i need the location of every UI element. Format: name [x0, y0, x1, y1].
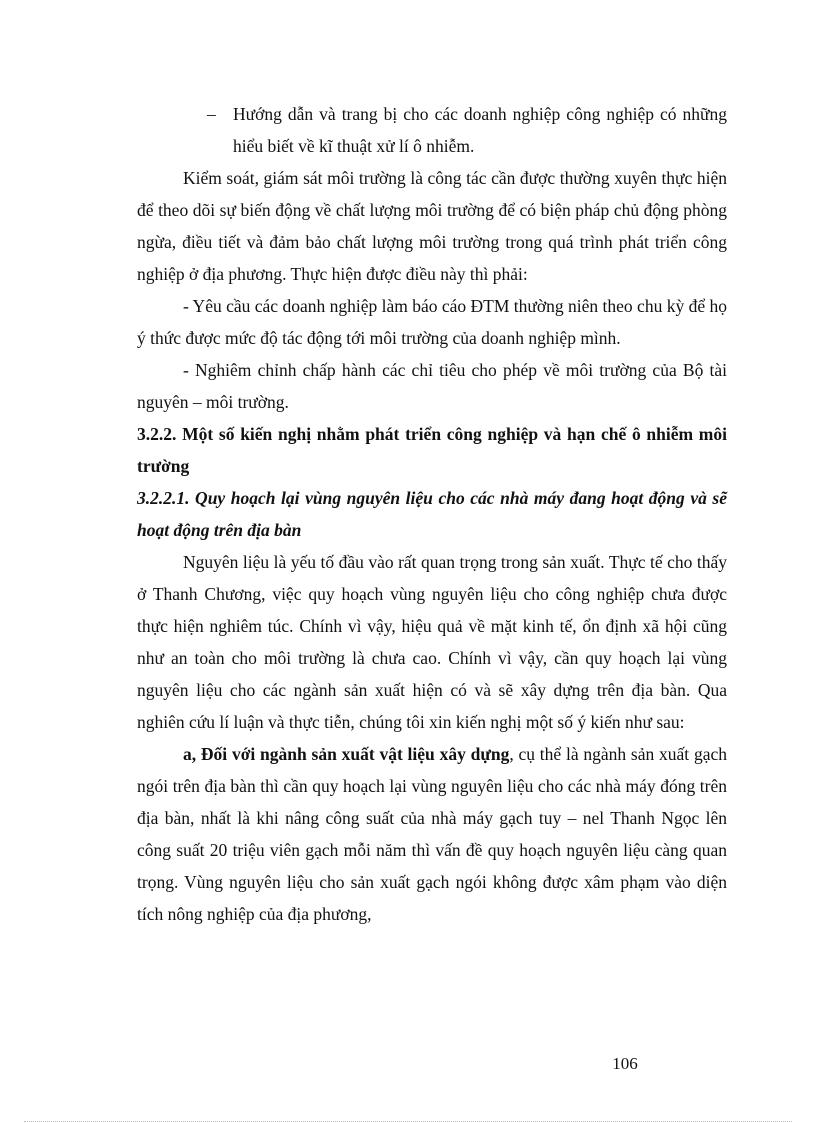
- dash-list-item-text: Hướng dẫn và trang bị cho các doanh nghiệp công nghiệp có những hiểu biết về kĩ thuật xử lí ô nhiễm.: [233, 104, 727, 156]
- dash-marker: –: [207, 104, 216, 124]
- page-body: [137, 98, 727, 930]
- bullet-item-report: - Yêu cầu các doanh nghiệp làm báo cáo ĐTM thường niên theo chu kỳ để họ ý thức được mức độ tác động tới môi trường của doanh nghiệp mình.: [137, 296, 727, 348]
- subsection-heading-3-2-2-1: 3.2.2.1. Quy hoạch lại vùng nguyên liệu cho các nhà máy đang hoạt động và sẽ hoạt động trên địa bàn: [137, 488, 727, 540]
- paragraph-building-materials-text: , cụ thể là ngành sản xuất gạch ngói trên địa bàn thì cần quy hoạch lại vùng nguyên liệu cho các nhà máy đóng trên địa bàn, nhất là khi nâng công suất của nhà máy gạch tuy – nel Thanh Ngọc lên công suất 20 triệu viên gạch mỗi năm thì vấn đề quy hoạch nguyên liệu càng quan trọng. Vùng nguyên liệu cho sản xuất gạch ngói không được xâm phạm vào diện tích nông nghiệp của địa phương,: [137, 744, 727, 924]
- section-heading-3-2-2: 3.2.2. Một số kiến nghị nhằm phát triển công nghiệp và hạn chế ô nhiễm môi trường: [137, 424, 727, 476]
- paragraph-monitoring: Kiểm soát, giám sát môi trường là công tác cần được thường xuyên thực hiện để theo dõi sự biến động về chất lượng môi trường để có biện pháp chủ động phòng ngừa, điều tiết và đảm bảo chất lượng môi trường trong quá trình phát triển công nghiệp ở địa phương. Thực hiện được điều này thì phải:: [137, 168, 727, 284]
- page-number: 106: [612, 1054, 638, 1073]
- paragraph-lead-bold: a, Đối với ngành sản xuất vật liệu xây dựng: [183, 744, 510, 764]
- page-bottom-divider: [24, 1121, 792, 1122]
- paragraph-materials: Nguyên liệu là yếu tố đầu vào rất quan trọng trong sản xuất. Thực tế cho thấy ở Thanh Chương, việc quy hoạch vùng nguyên liệu cho công nghiệp chưa được thực hiện nghiêm túc. Chính vì vậy, hiệu quả về mặt kinh tế, ổn định xã hội cũng như an toàn cho môi trường là chưa cao. Chính vì vậy, cần quy hoạch lại vùng nguyên liệu cho các ngành sản xuất hiện có và sẽ xây dựng trên địa bàn. Qua nghiên cứu lí luận và thực tiễn, chúng tôi xin kiến nghị một số ý kiến như sau:: [137, 552, 727, 732]
- dash-list-item: [137, 98, 727, 162]
- bullet-item-compliance: - Nghiêm chỉnh chấp hành các chỉ tiêu cho phép về môi trường của Bộ tài nguyên – môi trường.: [137, 360, 727, 412]
- paragraph-building-materials: [137, 738, 727, 930]
